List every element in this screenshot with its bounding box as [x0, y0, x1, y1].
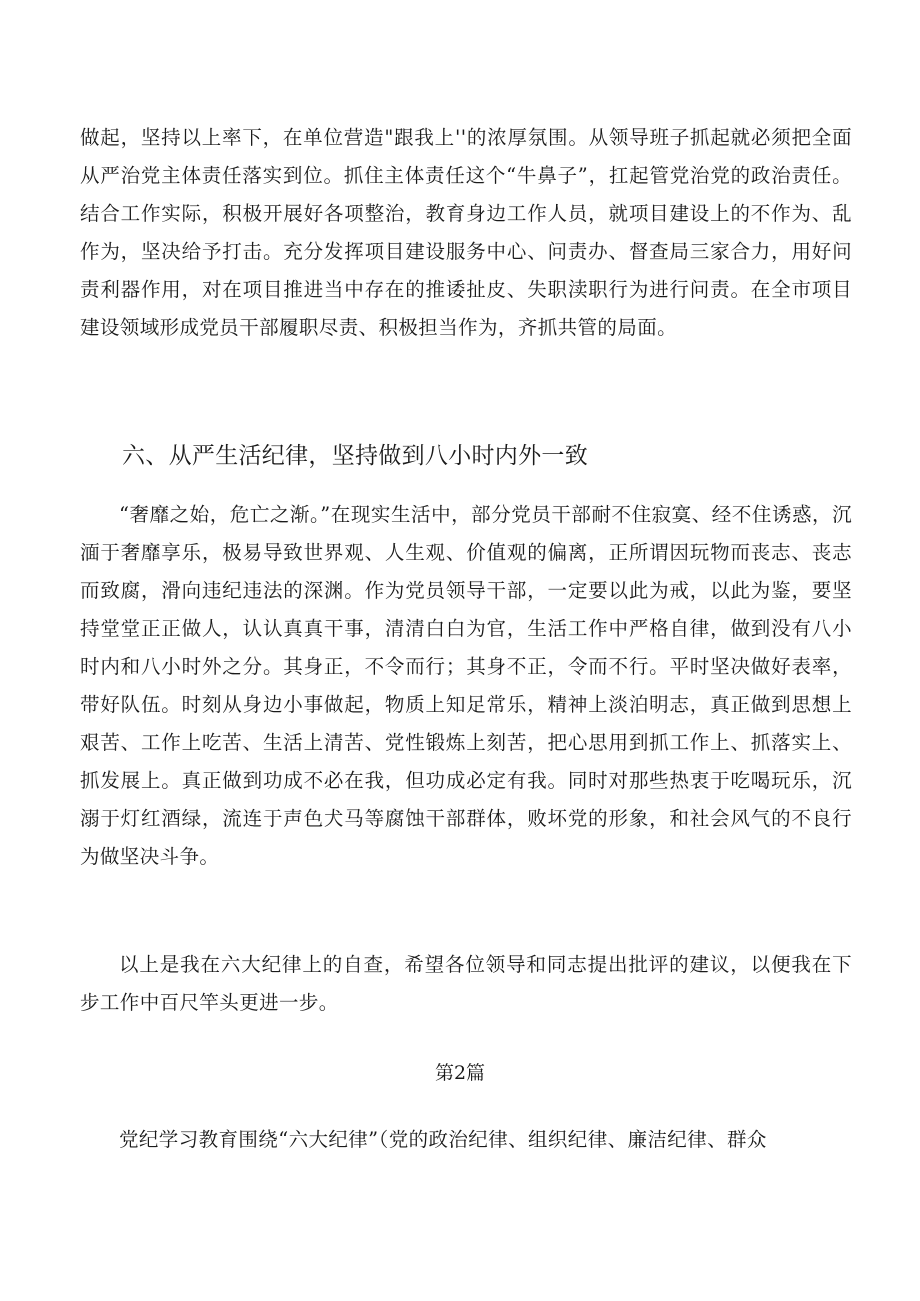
paragraph-continuation: 做起，坚持以上率下，在单位营造"跟我上''的浓厚氛围。从领导班子抓起就必须把全面从严治党主体责任落实到位。抓住主体责任这个“牛鼻子”，扛起管党治党的政治责任。结合工作实际，积极开展好各项整治，教育身边工作人员，就项目建设上的不作为、乱作为，坚决给予打击。充分发挥项目建设服务中心、问责办、督查局三家合力，用好问责利器作用，对在项目推进当中存在的推诿扯皮、失职渎职行为进行问责。在全市项目建设领域形成党员干部履职尽责、积极担当作为，齐抓共管的局面。 — [80, 126, 852, 339]
paragraph-part2-start: 党纪学习教育围绕“六大纪律”（党的政治纪律、组织纪律、廉洁纪律、群众 — [119, 1128, 767, 1151]
section-heading: 六、从严生活纪律，坚持做到八小时内外一致 — [122, 443, 588, 469]
paragraph-life-discipline: “奢靡之始，危亡之渐。”在现实生活中，部分党员干部耐不住寂寞、经不住诱惑，沉湎于奢靡享乐，极易导致世界观、人生观、价值观的偏离，正所谓因玩物而丧志、丧志而致腐，滑向违纪违法的深渊。作为党员领导干部，一定要以此为戒，以此为鉴，要坚持堂堂正正做人，认认真真干事，清清白白为官，生活工作中严格自律，做到没有八小时内和八小时外之分。其身正，不令而行；其身不正，令而不行。平时坚决做好表率，带好队伍。时刻从身边小事做起，物质上知足常乐，精神上淡泊明志，真正做到思想上艰苦、工作上吃苦、生活上清苦、党性锻炼上刻苦，把心思用到抓工作上、抓落实上、抓发展上。真正做到功成不必在我，但功成必定有我。同时对那些热衷于吃喝玩乐，沉溺于灯红酒绿，流连于声色犬马等腐蚀干部群体，败坏党的形象，和社会风气的不良行为做坚决斗争。 — [80, 503, 852, 868]
paragraph-closing: 以上是我在六大纪律上的自查，希望各位领导和同志提出批评的建议，以便我在下步工作中百尺竿头更进一步。 — [80, 953, 852, 1014]
part-title: 第2篇 — [434, 1062, 486, 1084]
